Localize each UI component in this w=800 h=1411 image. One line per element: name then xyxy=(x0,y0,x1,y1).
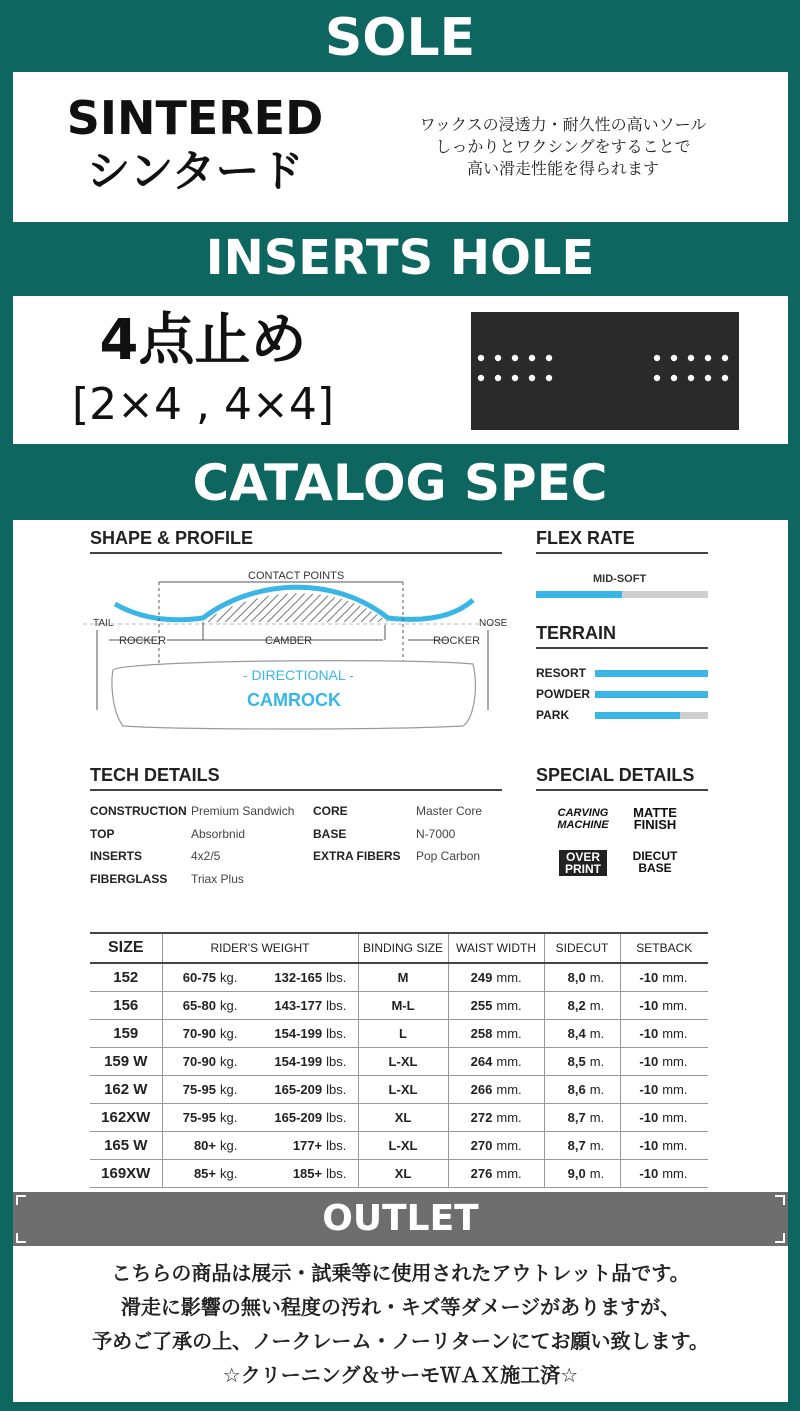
waist-value: 270 xyxy=(448,1131,496,1159)
flex-bar xyxy=(536,591,708,598)
special-rule xyxy=(536,789,708,791)
binding-cell: L xyxy=(358,1019,448,1047)
size-cell: 169XW xyxy=(90,1159,162,1187)
outlet-line: 滑走に影響の無い程度の汚れ・キズ等ダメージがありますが、 xyxy=(120,1295,681,1319)
waist-unit: mm. xyxy=(496,1131,544,1159)
size-cell: 159 W xyxy=(90,1047,162,1075)
table-header-row xyxy=(90,933,708,963)
sidecut-unit: m. xyxy=(590,963,620,991)
lbs-value: 185+ xyxy=(247,1159,326,1187)
binding-cell: M-L xyxy=(358,991,448,1019)
waist-value: 249 xyxy=(448,963,496,991)
flex-label: MID-SOFT xyxy=(593,573,647,585)
terrain-label: POWDER xyxy=(536,687,590,701)
size-cell: 159 xyxy=(90,1019,162,1047)
flex-bar-fill xyxy=(536,591,622,598)
header-binding-size: BINDING SIZE xyxy=(358,933,448,963)
table-row xyxy=(90,1103,708,1131)
diecut-base-logo: DIECUT BASE xyxy=(632,849,678,875)
kg-value: 65-80 xyxy=(162,991,220,1019)
terrain-label: PARK xyxy=(536,708,570,722)
setback-unit: mm. xyxy=(662,991,708,1019)
lbs-value: 132-165 xyxy=(247,963,326,991)
sidecut-value: 8,7 xyxy=(544,1131,590,1159)
sidecut-value: 9,0 xyxy=(544,1159,590,1187)
lbs-value: 154-199 xyxy=(247,1047,326,1075)
terrain-bar-fill xyxy=(595,691,708,698)
shape-label: - DIRECTIONAL - xyxy=(243,667,354,683)
waist-unit: mm. xyxy=(496,1159,544,1187)
sole-name-en: SINTERED xyxy=(66,91,324,145)
size-cell: 162 W xyxy=(90,1075,162,1103)
tech-label: FIBERGLASS xyxy=(90,871,168,886)
waist-unit: mm. xyxy=(496,1047,544,1075)
flex-rule xyxy=(536,552,708,554)
lbs-unit: lbs. xyxy=(326,1131,358,1159)
contact-points-label: CONTACT POINTS xyxy=(248,570,345,582)
lbs-unit: lbs. xyxy=(326,1075,358,1103)
kg-unit: kg. xyxy=(220,1159,247,1187)
tech-label: EXTRA FIBERS xyxy=(313,849,401,863)
sidecut-value: 8,5 xyxy=(544,1047,590,1075)
size-cell: 152 xyxy=(90,963,162,991)
catalog-panel xyxy=(13,520,788,1192)
inserts-title: INSERTS HOLE xyxy=(205,230,595,286)
insert-holes-diagram xyxy=(471,312,739,430)
sidecut-unit: m. xyxy=(590,1019,620,1047)
waist-unit: mm. xyxy=(496,991,544,1019)
waist-value: 264 xyxy=(448,1047,496,1075)
table-row xyxy=(90,1159,708,1187)
terrain-bar-fill xyxy=(595,712,680,719)
setback-value: -10 xyxy=(620,963,662,991)
lbs-value: 177+ xyxy=(247,1131,326,1159)
sidecut-value: 8,7 xyxy=(544,1103,590,1131)
header-setback: SETBACK xyxy=(620,933,708,963)
tech-heading: TECH DETAILS xyxy=(90,765,220,785)
kg-unit: kg. xyxy=(220,991,247,1019)
kg-value: 70-90 xyxy=(162,1019,220,1047)
setback-value: -10 xyxy=(620,1047,662,1075)
table-row xyxy=(90,1019,708,1047)
tech-label: BASE xyxy=(313,826,347,841)
setback-unit: mm. xyxy=(662,1019,708,1047)
terrain-rule xyxy=(536,647,708,649)
lbs-value: 143-177 xyxy=(247,991,326,1019)
tech-value: Triax Plus xyxy=(191,871,244,886)
lbs-unit: lbs. xyxy=(326,991,358,1019)
outlet-panel xyxy=(13,1246,788,1402)
sole-description xyxy=(373,114,753,180)
catalog-title: CATALOG SPEC xyxy=(192,454,608,512)
binding-cell: L-XL xyxy=(358,1075,448,1103)
carving-machine-logo: CARVING MACHINE xyxy=(557,807,609,831)
kg-value: 75-95 xyxy=(162,1103,220,1131)
table-row xyxy=(90,1131,708,1159)
setback-unit: mm. xyxy=(662,1131,708,1159)
outlet-band xyxy=(13,1192,788,1246)
setback-unit: mm. xyxy=(662,1075,708,1103)
header-size: SIZE xyxy=(90,933,162,963)
terrain-bar xyxy=(595,670,708,677)
tech-value: N-7000 xyxy=(416,826,456,841)
sidecut-unit: m. xyxy=(590,1047,620,1075)
tech-value: Pop Carbon xyxy=(416,849,481,863)
binding-cell: L-XL xyxy=(358,1131,448,1159)
lbs-value: 154-199 xyxy=(247,1019,326,1047)
binding-cell: XL xyxy=(358,1159,448,1187)
lbs-unit: lbs. xyxy=(326,1047,358,1075)
over-print-logo: OVER PRINT xyxy=(559,850,607,876)
shape-profile-rule xyxy=(90,552,502,554)
waist-unit: mm. xyxy=(496,1075,544,1103)
sidecut-value: 8,2 xyxy=(544,991,590,1019)
tech-label: CORE xyxy=(313,804,348,818)
kg-value: 85+ xyxy=(162,1159,220,1187)
sidecut-unit: m. xyxy=(590,1103,620,1131)
lbs-unit: lbs. xyxy=(326,1103,358,1131)
tech-rule xyxy=(90,789,502,791)
table-row xyxy=(90,1047,708,1075)
sidecut-value: 8,4 xyxy=(544,1019,590,1047)
kg-value: 60-75 xyxy=(162,963,220,991)
sole-desc-line: しっかりとワクシングをすることで xyxy=(435,137,691,156)
setback-value: -10 xyxy=(620,1131,662,1159)
tech-label: CONSTRUCTION xyxy=(90,804,187,818)
waist-value: 276 xyxy=(448,1159,496,1187)
kg-unit: kg. xyxy=(220,1047,247,1075)
waist-unit: mm. xyxy=(496,1019,544,1047)
inserts-pattern: [2×4 , 4×4] xyxy=(71,379,334,430)
lbs-unit: lbs. xyxy=(326,1019,358,1047)
waist-value: 266 xyxy=(448,1075,496,1103)
rocker-left-label: ROCKER xyxy=(119,635,167,647)
kg-value: 70-90 xyxy=(162,1047,220,1075)
matte-finish-logo: MATTE FINISH xyxy=(633,805,677,832)
lbs-unit: lbs. xyxy=(326,1159,358,1187)
size-cell: 156 xyxy=(90,991,162,1019)
binding-cell: L-XL xyxy=(358,1047,448,1075)
tech-value: Master Core xyxy=(416,804,483,818)
kg-unit: kg. xyxy=(220,963,247,991)
inserts-panel xyxy=(13,296,788,444)
flex-heading: FLEX RATE xyxy=(536,528,635,548)
sole-desc-line: 高い滑走性能を得られます xyxy=(466,159,659,178)
tech-value: Premium Sandwich xyxy=(191,804,295,818)
header-sidecut: SIDECUT xyxy=(544,933,620,963)
lbs-value: 165-209 xyxy=(247,1103,326,1131)
tail-label: TAIL xyxy=(93,618,114,629)
insert-holes-graphic xyxy=(471,312,739,430)
sole-panel xyxy=(13,72,788,222)
kg-value: 75-95 xyxy=(162,1075,220,1103)
sidecut-value: 8,0 xyxy=(544,963,590,991)
sole-name-jp: シンタード xyxy=(86,146,304,197)
waist-value: 255 xyxy=(448,991,496,1019)
setback-value: -10 xyxy=(620,991,662,1019)
tech-label: TOP xyxy=(90,826,115,841)
setback-value: -10 xyxy=(620,1019,662,1047)
lbs-unit: lbs. xyxy=(326,963,358,991)
waist-unit: mm. xyxy=(496,963,544,991)
sole-desc-line: ワックスの浸透力・耐久性の高いソール xyxy=(419,115,707,134)
setback-unit: mm. xyxy=(662,1103,708,1131)
special-heading: SPECIAL DETAILS xyxy=(536,765,695,785)
inserts-main: 4点止め xyxy=(99,308,307,373)
outlet-line: こちらの商品は展示・試乗等に使用されたアウトレット品です。 xyxy=(111,1261,690,1285)
table-body xyxy=(90,963,708,1187)
waist-value: 272 xyxy=(448,1103,496,1131)
lbs-value: 165-209 xyxy=(247,1075,326,1103)
camber-label: CAMBER xyxy=(265,635,313,647)
terrain-bar xyxy=(595,712,708,719)
sole-title: SOLE xyxy=(324,8,476,68)
outlet-line: 予めご了承の上、ノークレーム・ノーリターンにてお願い致します。 xyxy=(92,1329,709,1353)
table-row xyxy=(90,991,708,1019)
size-cell: 162XW xyxy=(90,1103,162,1131)
setback-unit: mm. xyxy=(662,963,708,991)
size-cell: 165 W xyxy=(90,1131,162,1159)
nose-label: NOSE xyxy=(479,618,508,629)
size-spec-table xyxy=(90,932,708,1188)
setback-value: -10 xyxy=(620,1103,662,1131)
tech-value: 4x2/5 xyxy=(191,849,221,863)
sidecut-value: 8,6 xyxy=(544,1075,590,1103)
outlet-title: OUTLET xyxy=(322,1198,479,1239)
profile-label: CAMROCK xyxy=(247,690,341,710)
header-riders-weight: RIDER'S WEIGHT xyxy=(162,933,358,963)
kg-value: 80+ xyxy=(162,1131,220,1159)
kg-unit: kg. xyxy=(220,1019,247,1047)
terrain-heading: TERRAIN xyxy=(536,623,616,643)
tech-value: Absorbnid xyxy=(191,826,246,841)
kg-unit: kg. xyxy=(220,1131,247,1159)
table-row xyxy=(90,1075,708,1103)
terrain-bar-fill xyxy=(595,670,708,677)
kg-unit: kg. xyxy=(220,1075,247,1103)
setback-unit: mm. xyxy=(662,1159,708,1187)
table-row xyxy=(90,963,708,991)
sidecut-unit: m. xyxy=(590,1159,620,1187)
terrain-label: RESORT xyxy=(536,666,587,680)
setback-value: -10 xyxy=(620,1159,662,1187)
waist-value: 258 xyxy=(448,1019,496,1047)
setback-unit: mm. xyxy=(662,1047,708,1075)
kg-unit: kg. xyxy=(220,1103,247,1131)
terrain-bar xyxy=(595,691,708,698)
sidecut-unit: m. xyxy=(590,1131,620,1159)
header-waist-width: WAIST WIDTH xyxy=(448,933,544,963)
rocker-right-label: ROCKER xyxy=(433,635,481,647)
sidecut-unit: m. xyxy=(590,1075,620,1103)
setback-value: -10 xyxy=(620,1075,662,1103)
binding-cell: XL xyxy=(358,1103,448,1131)
outlet-line: ☆クリーニング＆サーモＷＡＸ施工済☆ xyxy=(222,1363,579,1387)
sidecut-unit: m. xyxy=(590,991,620,1019)
waist-unit: mm. xyxy=(496,1103,544,1131)
binding-cell: M xyxy=(358,963,448,991)
shape-profile-heading: SHAPE & PROFILE xyxy=(90,528,254,548)
tech-label: INSERTS xyxy=(90,849,143,863)
